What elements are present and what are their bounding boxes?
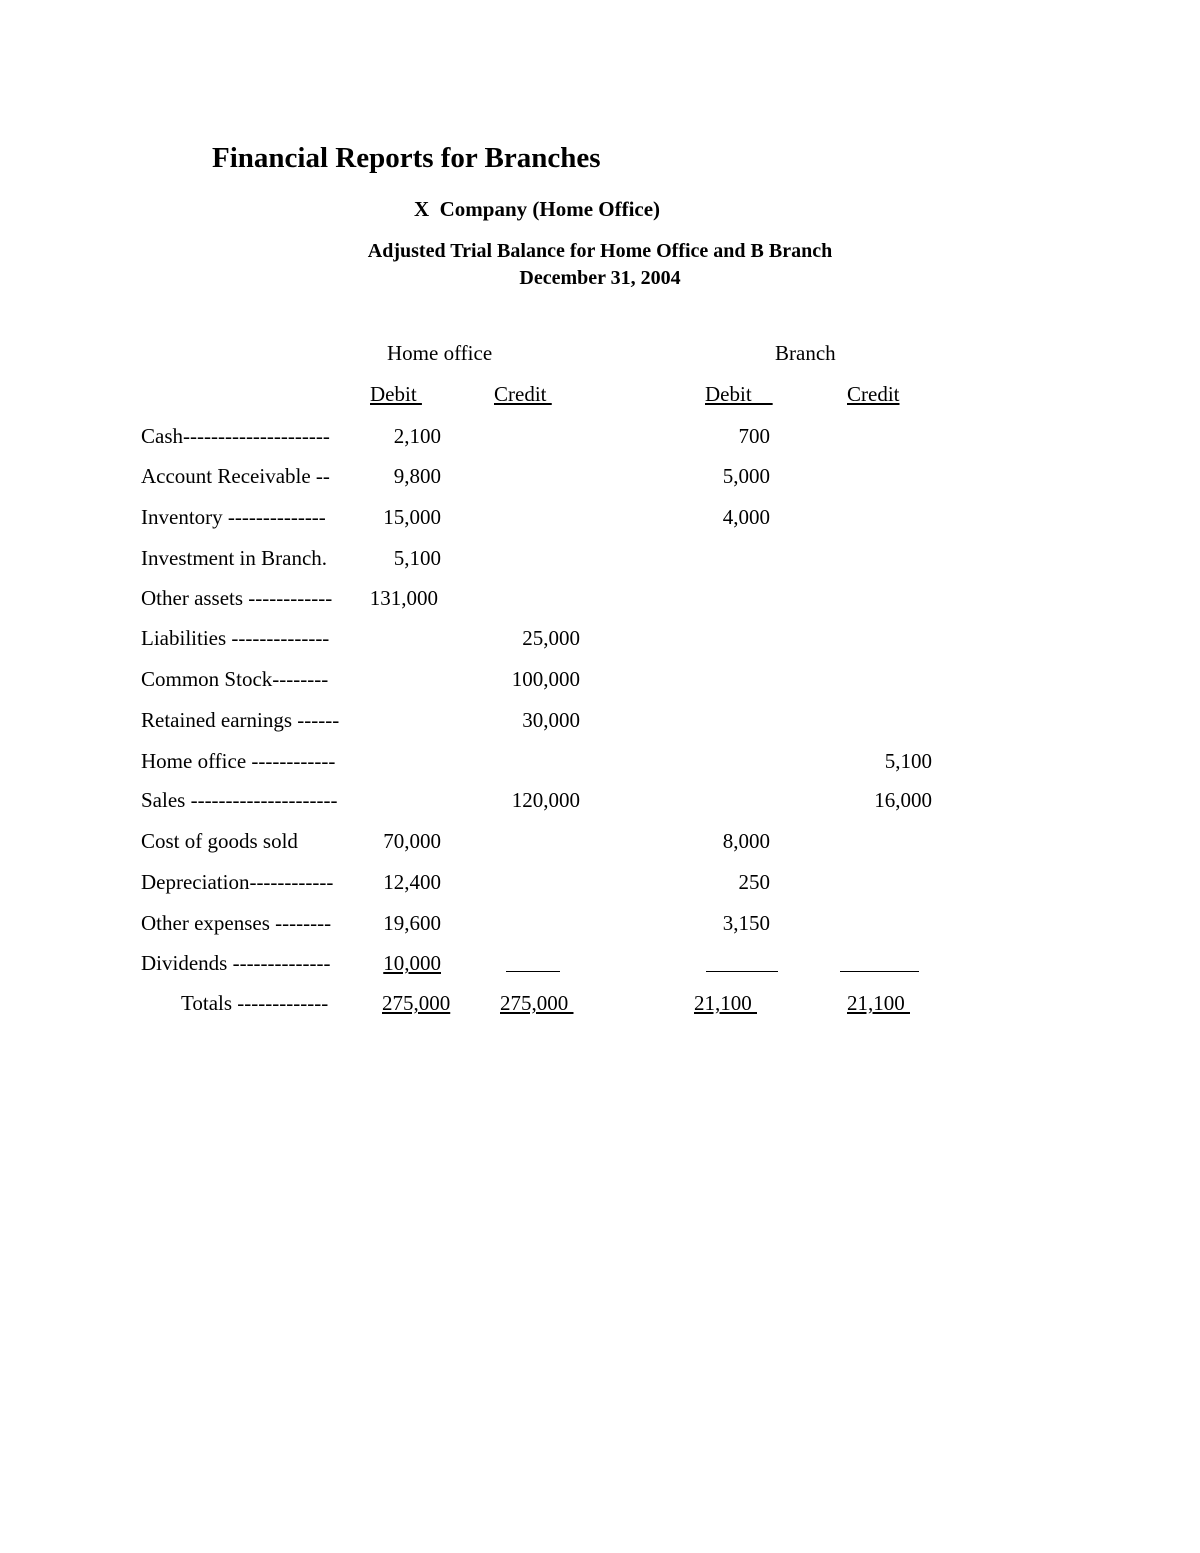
row-label: Retained earnings ------: [141, 708, 340, 732]
company-name: X Company (Home Office): [413, 197, 661, 221]
row-label: Other expenses --------: [141, 911, 332, 935]
cell-branch-debit: 5,000: [722, 464, 770, 488]
totals-branch-credit: 21,100: [847, 991, 910, 1015]
cell-home-office-credit: 25,000: [522, 626, 580, 650]
row-label: Other assets ------------: [141, 586, 333, 610]
row-label: Depreciation------------: [141, 870, 334, 894]
cell-branch-debit: 3,150: [722, 911, 770, 935]
cell-home-office-debit: 2,100: [393, 424, 441, 448]
column-header-home-office-credit: Credit: [494, 382, 552, 406]
row-label: Cash---------------------: [141, 424, 330, 448]
cell-branch-debit: 250: [738, 870, 770, 894]
totals-home-office-credit: 275,000: [500, 991, 574, 1015]
cell-home-office-debit: 12,400: [383, 870, 441, 894]
cell-branch-debit: 8,000: [722, 829, 770, 853]
cell-home-office-debit: 131,000: [369, 586, 438, 610]
cell-branch-debit: 4,000: [722, 505, 770, 529]
totals-home-office-debit: 275,000: [382, 991, 451, 1015]
row-label: Sales ---------------------: [141, 788, 338, 812]
column-header-home-office-debit: Debit: [370, 382, 422, 406]
column-header-branch-credit: Credit: [847, 382, 900, 406]
report-date: December 31, 2004: [519, 267, 681, 289]
row-label: Account Receivable --: [141, 464, 330, 488]
cell-home-office-credit: 100,000: [511, 667, 580, 691]
cell-home-office-debit: 5,100: [393, 546, 441, 570]
cell-home-office-debit: 9,800: [393, 464, 441, 488]
underline-home-office-credit: [506, 971, 560, 972]
row-label: Dividends --------------: [141, 951, 331, 975]
cell-home-office-debit: 70,000: [383, 829, 441, 853]
row-label: Common Stock--------: [141, 667, 329, 691]
totals-label: Totals -------------: [181, 991, 329, 1015]
group-header-home-office: Home office: [387, 341, 493, 365]
cell-branch-credit: 16,000: [874, 788, 932, 812]
cell-branch-credit: 5,100: [884, 749, 932, 773]
row-label: Investment in Branch.: [141, 546, 328, 570]
cell-branch-debit: 700: [738, 424, 770, 448]
row-label: Cost of goods sold: [141, 829, 298, 853]
underline-branch-credit: [840, 971, 919, 972]
group-header-branch: Branch: [775, 341, 836, 365]
cell-home-office-credit: 120,000: [511, 788, 580, 812]
cell-home-office-debit: 15,000: [383, 505, 441, 529]
report-subtitle: Adjusted Trial Balance for Home Office and B Branch: [367, 240, 833, 262]
row-label: Liabilities --------------: [141, 626, 330, 650]
totals-branch-debit: 21,100: [694, 991, 757, 1015]
cell-home-office-credit: 30,000: [522, 708, 580, 732]
underline-branch-debit: [706, 971, 778, 972]
row-label: Inventory --------------: [141, 505, 326, 529]
column-header-branch-debit: Debit: [705, 382, 773, 406]
document-title: Financial Reports for Branches: [212, 142, 601, 174]
row-label: Home office ------------: [141, 749, 336, 773]
cell-home-office-debit: 19,600: [383, 911, 441, 935]
cell-home-office-debit: 10,000: [383, 951, 441, 975]
